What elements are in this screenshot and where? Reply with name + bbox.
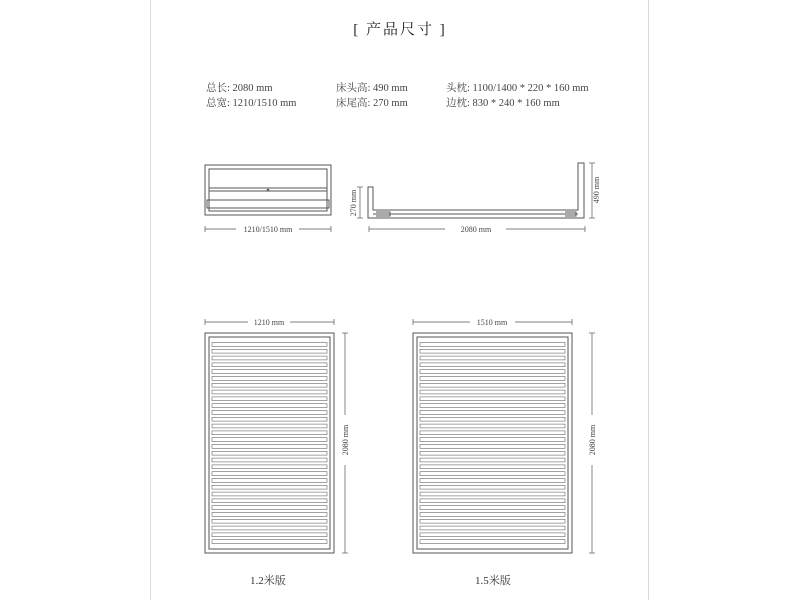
slat bbox=[420, 363, 565, 367]
slat bbox=[420, 540, 565, 544]
slat bbox=[212, 404, 327, 408]
slat bbox=[212, 513, 327, 517]
slat bbox=[420, 485, 565, 489]
slat bbox=[420, 424, 565, 428]
slat bbox=[212, 424, 327, 428]
spec-total-width: 总宽: 1210/1510 mm bbox=[206, 98, 297, 109]
slat bbox=[420, 533, 565, 537]
slat bbox=[212, 383, 327, 387]
slat bbox=[420, 417, 565, 421]
slat bbox=[212, 533, 327, 537]
slat bbox=[420, 451, 565, 455]
slat bbox=[420, 526, 565, 530]
slat bbox=[420, 479, 565, 483]
slat bbox=[420, 513, 565, 517]
slats-large bbox=[420, 343, 565, 544]
slat bbox=[420, 492, 565, 496]
slat bbox=[420, 377, 565, 381]
spec-side-pillow: 边枕: 830 * 240 * 160 mm bbox=[446, 98, 560, 109]
slat bbox=[420, 397, 565, 401]
slat bbox=[212, 499, 327, 503]
slat bbox=[420, 519, 565, 523]
spec-headboard-height: 床头高: 490 mm bbox=[336, 83, 408, 94]
caption-small: 1.2米版 bbox=[250, 575, 286, 587]
slat bbox=[420, 431, 565, 435]
slat bbox=[212, 451, 327, 455]
side-view bbox=[368, 163, 584, 218]
slat bbox=[212, 485, 327, 489]
slat bbox=[212, 377, 327, 381]
slat bbox=[212, 479, 327, 483]
slat bbox=[420, 465, 565, 469]
caption-large: 1.5米版 bbox=[475, 575, 511, 587]
slat bbox=[212, 390, 327, 394]
front-view bbox=[205, 165, 331, 215]
top-view-small bbox=[205, 333, 334, 553]
slat bbox=[212, 349, 327, 353]
slat bbox=[212, 356, 327, 360]
front-width-label: 1210/1510 mm bbox=[243, 225, 293, 234]
slat bbox=[212, 431, 327, 435]
spec-head-pillow: 头枕: 1100/1400 * 220 * 160 mm bbox=[446, 83, 589, 94]
slat bbox=[212, 506, 327, 510]
top-large-length-label: 2080 mm bbox=[588, 424, 597, 456]
slat bbox=[420, 383, 565, 387]
slat bbox=[212, 519, 327, 523]
slat bbox=[420, 349, 565, 353]
side-footboard-label: 270 mm bbox=[349, 189, 358, 217]
slat bbox=[212, 445, 327, 449]
slat bbox=[420, 438, 565, 442]
slat bbox=[212, 417, 327, 421]
slat bbox=[212, 472, 327, 476]
slat bbox=[212, 492, 327, 496]
slat bbox=[420, 499, 565, 503]
slat bbox=[212, 343, 327, 347]
top-large-width-label: 1510 mm bbox=[476, 318, 508, 327]
side-length-label: 2080 mm bbox=[460, 225, 492, 234]
slat bbox=[420, 411, 565, 415]
slat bbox=[420, 445, 565, 449]
slat bbox=[420, 390, 565, 394]
slats-small bbox=[212, 343, 327, 544]
slat bbox=[212, 526, 327, 530]
slat bbox=[212, 458, 327, 462]
slat bbox=[212, 370, 327, 374]
slat bbox=[420, 458, 565, 462]
slat bbox=[212, 540, 327, 544]
slat bbox=[420, 370, 565, 374]
spec-total-length: 总长: 2080 mm bbox=[206, 83, 273, 94]
top-small-width-label: 1210 mm bbox=[253, 318, 285, 327]
slat bbox=[420, 404, 565, 408]
side-headboard-label: 490 mm bbox=[592, 176, 601, 204]
spec-footboard-height: 床尾高: 270 mm bbox=[336, 98, 408, 109]
slat bbox=[420, 506, 565, 510]
slat bbox=[420, 356, 565, 360]
top-view-large bbox=[413, 333, 572, 553]
slat bbox=[212, 363, 327, 367]
page-title: [ 产品尺寸 ] bbox=[353, 22, 447, 38]
slat bbox=[420, 472, 565, 476]
slat bbox=[212, 465, 327, 469]
slat bbox=[212, 397, 327, 401]
slat bbox=[420, 343, 565, 347]
top-small-length-label: 2080 mm bbox=[341, 424, 350, 456]
slat bbox=[212, 438, 327, 442]
slat bbox=[212, 411, 327, 415]
